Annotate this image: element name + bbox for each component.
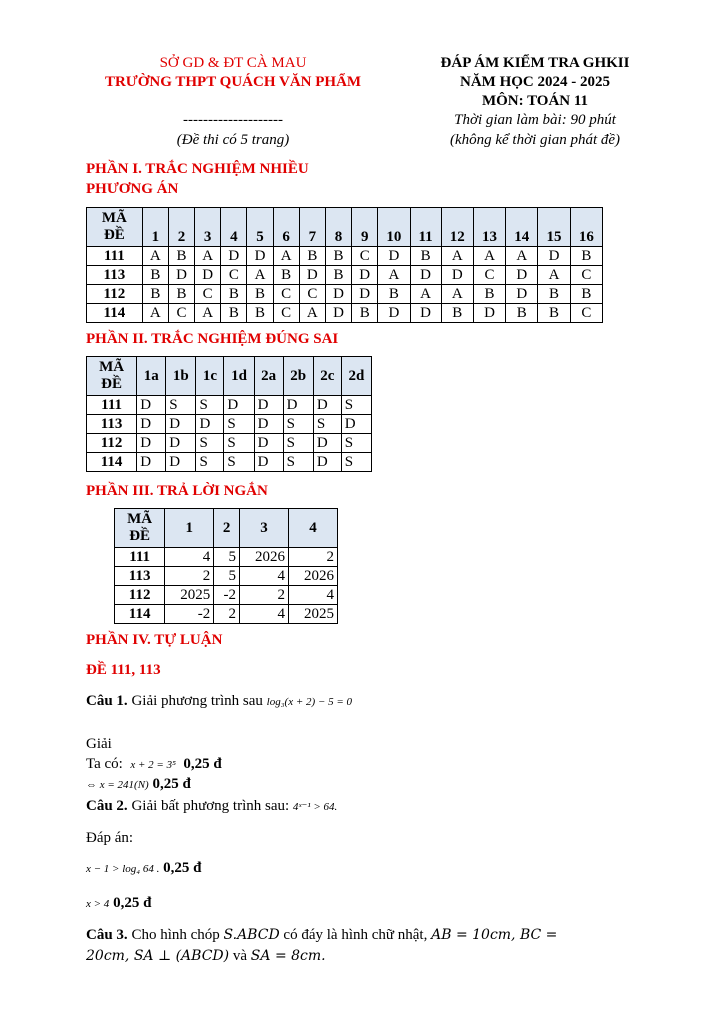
header-col: 1 [165, 509, 214, 548]
answer-cell: D [254, 434, 283, 453]
answer-cell: S [341, 453, 371, 472]
answer-cell: 2 [165, 567, 214, 586]
header-code [115, 509, 165, 548]
row-code: 114 [87, 304, 143, 323]
answer-cell: 2 [214, 605, 240, 624]
answer-cell: D [137, 453, 166, 472]
q3-label: Câu 3. [86, 927, 128, 943]
answer-cell: S [196, 396, 224, 415]
answer-cell: B [570, 247, 602, 266]
answer-cell: A [195, 304, 221, 323]
row-code: 114 [115, 605, 165, 624]
part4-subtitle: ĐỀ 111, 113 [86, 662, 161, 678]
answer-cell: D [254, 396, 283, 415]
header-col: 14 [506, 208, 538, 247]
answer-cell: S [224, 434, 254, 453]
q3-height: SA = 8cm. [250, 948, 326, 964]
header-code-line2: ĐỀ [103, 227, 125, 243]
answer-cell: D [352, 285, 378, 304]
divider-dashes: -------------------- [183, 112, 283, 128]
header-code-line2: ĐỀ [129, 528, 151, 544]
answer-cell: D [166, 415, 196, 434]
header-code-line1: MÃ [101, 210, 127, 226]
answer-cell: D [137, 415, 166, 434]
answer-cell: S [313, 415, 341, 434]
q1-step2 [86, 774, 191, 795]
q3-dims: AB = 10cm, BC = [431, 927, 558, 943]
answer-cell: C [168, 304, 194, 323]
answer-cell: 2025 [165, 586, 214, 605]
answer-cell: D [341, 415, 371, 434]
answer-cell: D [473, 304, 505, 323]
answer-cell: D [538, 247, 570, 266]
answer-cell: D [299, 266, 325, 285]
header-col: 10 [378, 208, 410, 247]
row-code: 112 [87, 285, 143, 304]
q2-step1-math: x − 1 > log₄ 64 . [86, 863, 160, 875]
q2-step2 [86, 893, 151, 914]
answer-cell: B [299, 247, 325, 266]
q1-label: Câu 1. [86, 693, 128, 709]
answer-cell: B [473, 285, 505, 304]
subject: MÔN: TOÁN 11 [481, 93, 589, 109]
q3-text1: Cho hình chóp [131, 927, 220, 943]
header-col: 2a [254, 357, 283, 396]
answer-cell: B [506, 304, 538, 323]
header-col: 13 [473, 208, 505, 247]
answer-cell: B [352, 304, 378, 323]
header-col: 1a [137, 357, 166, 396]
step1-prefix: Ta có: [86, 756, 123, 772]
answer-cell: B [142, 285, 168, 304]
part4-title: PHẦN IV. TỰ LUẬN [86, 632, 223, 648]
answer-cell: 4 [165, 548, 214, 567]
answer-cell: S [283, 453, 313, 472]
answer-cell: A [410, 285, 441, 304]
answer-cell: A [273, 247, 299, 266]
answer-cell: B [247, 304, 273, 323]
table-row [87, 396, 372, 415]
answer-cell: D [313, 453, 341, 472]
header-col: 4 [221, 208, 247, 247]
answer-cell: D [221, 247, 247, 266]
answer-cell: 4 [240, 605, 289, 624]
answer-cell: D [195, 266, 221, 285]
answer-cell: S [283, 415, 313, 434]
answer-cell: D [247, 247, 273, 266]
table-row [115, 548, 338, 567]
header-code-line2: ĐỀ [101, 376, 123, 392]
q1-step1 [86, 754, 222, 775]
header-col: 16 [570, 208, 602, 247]
answer-cell: B [273, 266, 299, 285]
answer-cell: A [299, 304, 325, 323]
table-header-row [87, 208, 603, 247]
answer-cell: C [221, 266, 247, 285]
answer-cell: A [538, 266, 570, 285]
answer-cell: A [441, 247, 473, 266]
table-row [115, 586, 338, 605]
header-col: 15 [538, 208, 570, 247]
answer-cell: D [137, 396, 166, 415]
answer-cell: 2 [288, 548, 337, 567]
answer-cell: B [538, 285, 570, 304]
school-name: TRƯỜNG THPT QUÁCH VĂN PHẨM [104, 74, 362, 90]
answer-cell: B [325, 247, 351, 266]
answer-cell: B [168, 247, 194, 266]
table-header-row [115, 509, 338, 548]
table-row [115, 605, 338, 624]
header-col: 1b [166, 357, 196, 396]
step2-score: 0,25 đ [152, 776, 191, 792]
answer-cell: D [378, 304, 410, 323]
answer-cell: 5 [214, 567, 240, 586]
answer-cell: -2 [165, 605, 214, 624]
answer-cell: D [506, 266, 538, 285]
q3-text3: và [232, 948, 248, 964]
q2-text: Giải bất phương trình sau: [131, 798, 290, 814]
row-code: 111 [87, 247, 143, 266]
answer-cell: D [325, 285, 351, 304]
row-code: 111 [115, 548, 165, 567]
table-row [87, 285, 603, 304]
answer-cell: D [196, 415, 224, 434]
answer-cell: C [352, 247, 378, 266]
header-col: 1 [142, 208, 168, 247]
answer-cell: D [506, 285, 538, 304]
answer-cell: S [196, 434, 224, 453]
q1-text: Giải phương trình sau [131, 693, 263, 709]
row-code: 112 [115, 586, 165, 605]
answer-cell: 2026 [288, 567, 337, 586]
answer-cell: A [195, 247, 221, 266]
q3-text2: có đáy là hình chữ nhật, [283, 927, 428, 943]
header-col: 2 [214, 509, 240, 548]
table-row [87, 247, 603, 266]
answer-cell: C [473, 266, 505, 285]
header-code-line1: MÃ [127, 511, 153, 527]
part2-answer-table [86, 356, 372, 472]
answer-cell: D [254, 453, 283, 472]
answer-cell: D [137, 434, 166, 453]
q2-inequality: 4ˣ⁻¹ > 64. [292, 801, 338, 813]
school-year: NĂM HỌC 2024 - 2025 [460, 74, 610, 90]
row-code: 113 [87, 266, 143, 285]
q2-step1 [86, 858, 201, 879]
header-col: 3 [240, 509, 289, 548]
answer-cell: A [142, 304, 168, 323]
answer-cell: A [441, 285, 473, 304]
doc-title: ĐÁP ÁM KIỂM TRA GHKII [440, 55, 630, 71]
question-2 [86, 796, 337, 817]
question-1 [86, 691, 352, 712]
answer-cell: 4 [288, 586, 337, 605]
answer-cell: 4 [240, 567, 289, 586]
answer-cell: S [341, 434, 371, 453]
header-col: 1c [196, 357, 224, 396]
answer-cell: B [247, 285, 273, 304]
page-count: (Đề thi có 5 trang) [176, 132, 290, 148]
answer-cell: B [221, 304, 247, 323]
header-col: 9 [352, 208, 378, 247]
part2-title: PHẦN II. TRẮC NGHIỆM ĐÚNG SAI [86, 331, 339, 347]
answer-cell: C [570, 266, 602, 285]
header-code-line1: MÃ [99, 359, 125, 375]
part1-title-line2: PHƯƠNG ÁN [86, 181, 179, 197]
header-col: 8 [325, 208, 351, 247]
duration-note: (không kể thời gian phát đề) [449, 132, 621, 148]
answer-cell: D [224, 396, 254, 415]
answer-cell: B [378, 285, 410, 304]
answer-cell: A [378, 266, 410, 285]
header-col: 2b [283, 357, 313, 396]
table-row [87, 304, 603, 323]
answer-cell: A [247, 266, 273, 285]
answer-cell: C [273, 304, 299, 323]
solve-label: Giải [86, 736, 112, 752]
row-code: 113 [115, 567, 165, 586]
header-col: 2d [341, 357, 371, 396]
answer-cell: S [224, 415, 254, 434]
header-col: 6 [273, 208, 299, 247]
table-row [115, 567, 338, 586]
answer-cell: D [441, 266, 473, 285]
q1-equation: log₃(x + 2) − 5 = 0 [266, 696, 353, 708]
answer-cell: D [313, 434, 341, 453]
answer-cell: 5 [214, 548, 240, 567]
row-code: 113 [87, 415, 137, 434]
answer-cell: S [283, 434, 313, 453]
header-col: 5 [247, 208, 273, 247]
answer-cell: B [221, 285, 247, 304]
answer-cell: A [506, 247, 538, 266]
answer-cell: D [313, 396, 341, 415]
header-col: 11 [410, 208, 441, 247]
school-department: SỞ GD & ĐT CÀ MAU [159, 55, 307, 71]
answer-cell: C [195, 285, 221, 304]
answer-cell: B [441, 304, 473, 323]
q3-perp: 20cm, SA ⊥ (ABCD) [86, 948, 230, 964]
answer-cell: B [168, 285, 194, 304]
answer-cell: S [224, 453, 254, 472]
answer-cell: D [352, 266, 378, 285]
header-col: 3 [195, 208, 221, 247]
answer-cell: D [410, 266, 441, 285]
answer-cell: B [538, 304, 570, 323]
header-code [87, 208, 143, 247]
answer-cell: D [254, 415, 283, 434]
part3-answer-table [114, 508, 338, 624]
table-row [87, 415, 372, 434]
answer-label: Đáp án: [86, 830, 134, 846]
row-code: 111 [87, 396, 137, 415]
answer-cell: B [142, 266, 168, 285]
answer-cell: D [410, 304, 441, 323]
step1-score: 0,25 đ [183, 756, 222, 772]
answer-cell: S [341, 396, 371, 415]
q3-pyramid: S.ABCD [223, 927, 280, 943]
answer-cell: S [166, 396, 196, 415]
part3-title: PHẦN III. TRẢ LỜI NGẮN [86, 483, 268, 499]
header-col: 2c [313, 357, 341, 396]
answer-cell: A [473, 247, 505, 266]
step2-equation: ⇔ x = 241(N) [86, 779, 149, 791]
question-3 [86, 925, 626, 945]
answer-cell: C [299, 285, 325, 304]
row-code: 114 [87, 453, 137, 472]
header-col: 7 [299, 208, 325, 247]
table-row [87, 453, 372, 472]
header-col: 12 [441, 208, 473, 247]
answer-cell: A [142, 247, 168, 266]
answer-cell: S [196, 453, 224, 472]
part1-title-line1: PHẦN I. TRẮC NGHIỆM NHIỀU [86, 161, 309, 177]
duration: Thời gian làm bài: 90 phút [454, 112, 616, 128]
answer-cell: B [570, 285, 602, 304]
table-header-row [87, 357, 372, 396]
q2-step2-math: x > 4 [86, 898, 110, 910]
table-row [87, 266, 603, 285]
question-3-cont [86, 946, 626, 966]
answer-cell: C [570, 304, 602, 323]
answer-cell: 2 [240, 586, 289, 605]
q2-step1-score: 0,25 đ [163, 860, 202, 876]
part1-answer-table [86, 207, 603, 323]
header-col: 1d [224, 357, 254, 396]
answer-cell: -2 [214, 586, 240, 605]
answer-cell: 2026 [240, 548, 289, 567]
answer-cell: D [168, 266, 194, 285]
answer-cell: D [166, 453, 196, 472]
answer-cell: D [283, 396, 313, 415]
answer-cell: C [273, 285, 299, 304]
answer-cell: B [325, 266, 351, 285]
header-col: 2 [168, 208, 194, 247]
answer-cell: B [410, 247, 441, 266]
answer-cell: D [325, 304, 351, 323]
answer-cell: D [378, 247, 410, 266]
row-code: 112 [87, 434, 137, 453]
table-row [87, 434, 372, 453]
header-col: 4 [288, 509, 337, 548]
q2-label: Câu 2. [86, 798, 128, 814]
q2-step2-score: 0,25 đ [113, 895, 152, 911]
step1-equation: x + 2 = 3⁵ [130, 759, 176, 771]
header-code [87, 357, 137, 396]
answer-cell: D [166, 434, 196, 453]
answer-cell: 2025 [288, 605, 337, 624]
